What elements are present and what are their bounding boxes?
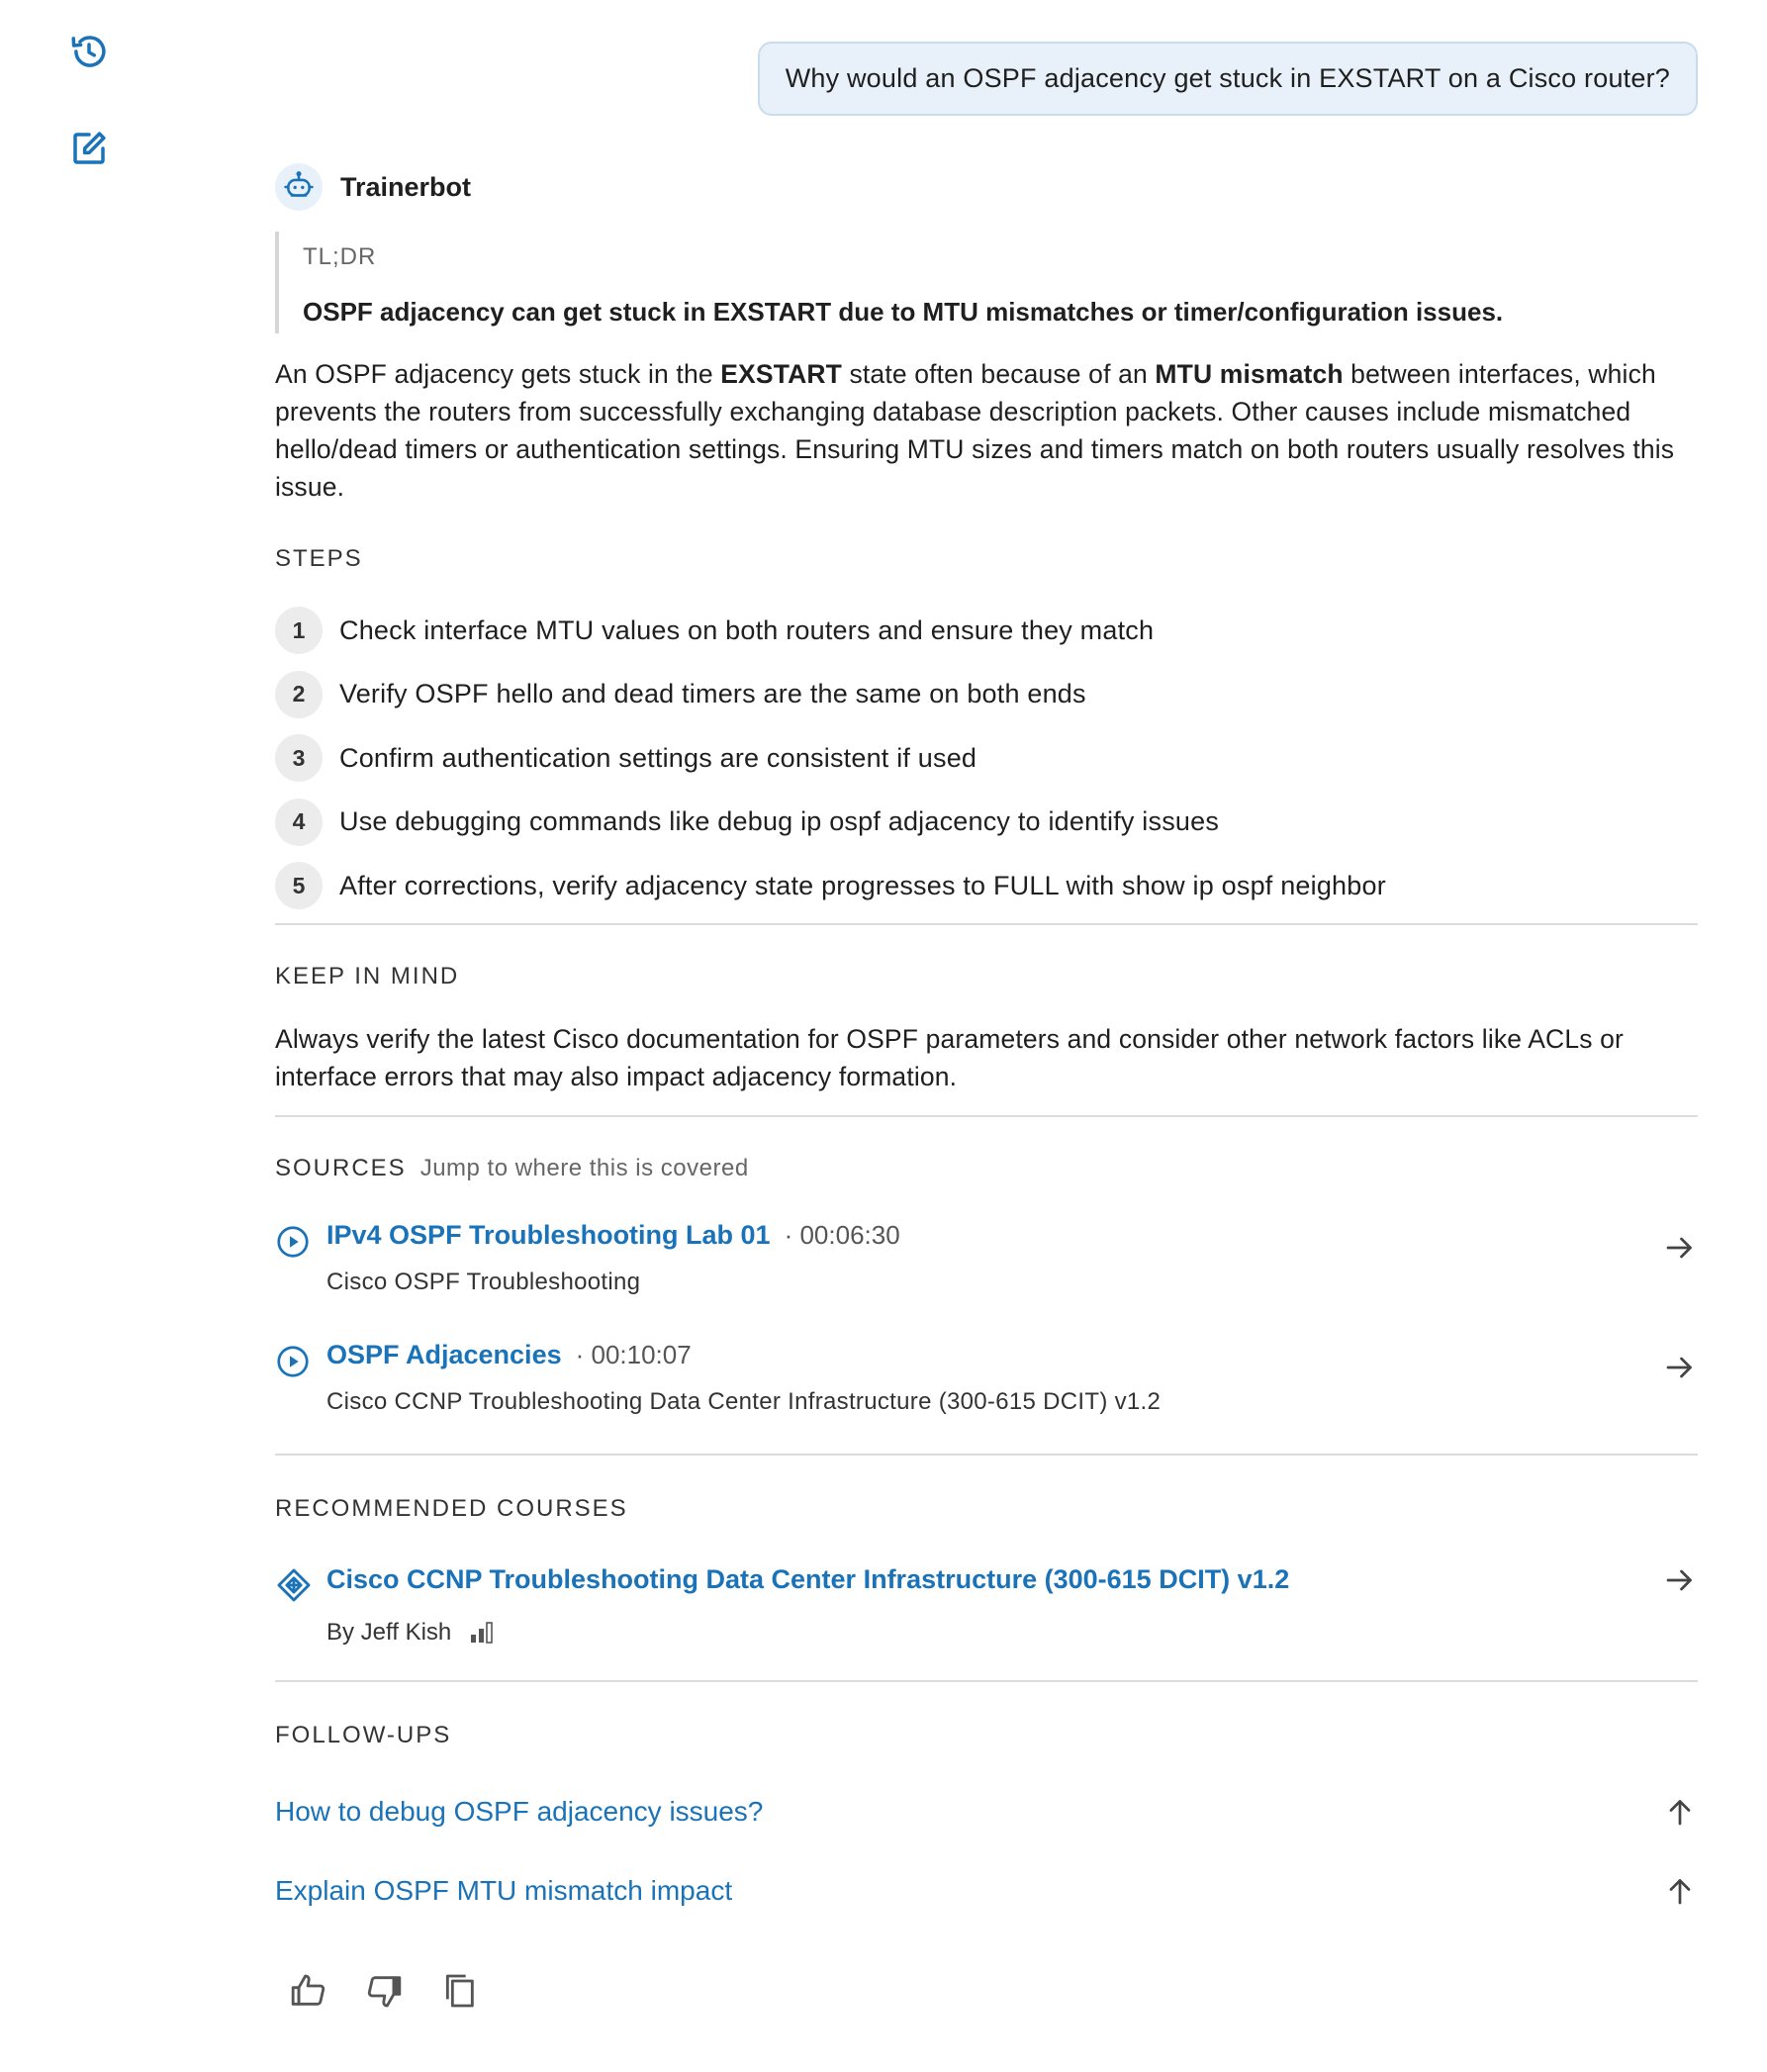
open-course-button[interactable]: [1662, 1562, 1698, 1598]
source-title-link[interactable]: OSPF Adjacencies: [326, 1340, 562, 1369]
steps-heading: STEPS: [275, 545, 363, 572]
feedback-bar: [275, 1971, 1698, 2015]
step-text: Check interface MTU values on both routers and ensure they match: [339, 614, 1155, 645]
keep-in-mind-heading: KEEP IN MIND: [275, 963, 460, 989]
recommended-course-link[interactable]: Cisco CCNP Troubleshooting Data Center Infrastructure (300-615 DCIT) v1.2: [326, 1564, 1290, 1594]
arrow-right-icon: [1662, 1350, 1698, 1385]
copy-button[interactable]: [439, 1971, 483, 2015]
step-text: Use debugging commands like debug ip ospf adjacency to identify issues: [339, 806, 1220, 836]
answer-text: between interfaces, which prevents the routers from successfully exchanging database description packets. Other causes include mismatched hello/dead timers or authentication settings. Ensuring MTU sizes and timers match on both routers usually resolves this issue.: [275, 359, 1675, 502]
thumbs-down-button[interactable]: [364, 1971, 408, 2015]
answer-paragraph: [275, 355, 1698, 506]
play-circle-icon: [275, 1344, 311, 1379]
thumbs-up-button[interactable]: [289, 1971, 332, 2015]
open-source-button[interactable]: [1662, 1350, 1698, 1385]
source-course: Cisco OSPF Troubleshooting: [326, 1269, 641, 1295]
recommended-course-item[interactable]: [275, 1564, 1698, 1647]
answer-bold: EXSTART: [720, 359, 842, 389]
recommended-courses-section: [275, 1456, 1698, 1680]
keep-in-mind-text: Always verify the latest Cisco documentation for OSPF parameters and consider other network factors like ACLs or interface errors that may also impact adjacency formation.: [275, 1024, 1624, 1091]
history-icon: [68, 31, 110, 72]
open-source-button[interactable]: [1662, 1230, 1698, 1266]
copy-icon: [439, 1971, 479, 2011]
step-item: [275, 799, 1698, 846]
bot-avatar: [275, 163, 323, 211]
thumbs-down-icon: [364, 1971, 404, 2011]
bot-response: [275, 160, 1698, 2015]
sources-section: [275, 1117, 1698, 1454]
step-number: 3: [275, 734, 323, 782]
course-author-line: [326, 1619, 1698, 1647]
user-message-bubble: Why would an OSPF adjacency get stuck in EXSTART on a Cisco router?: [758, 42, 1698, 116]
step-number: 1: [275, 607, 323, 654]
step-number: 2: [275, 671, 323, 718]
robot-icon: [282, 170, 316, 204]
source-item[interactable]: [275, 1340, 1698, 1416]
step-text: Confirm authentication settings are consistent if used: [339, 742, 977, 773]
followup-link[interactable]: Explain OSPF MTU mismatch impact: [275, 1875, 733, 1906]
edit-icon: [68, 128, 110, 169]
followup-item[interactable]: [275, 1789, 1698, 1835]
step-text: Verify OSPF hello and dead timers are the same on both ends: [339, 679, 1086, 708]
new-chat-button[interactable]: [63, 123, 115, 174]
tldr-text: OSPF adjacency can get stuck in EXSTART due to MTU mismatches or timer/configuration issues.: [303, 297, 1504, 327]
arrow-up-icon[interactable]: [1662, 1794, 1698, 1830]
bot-header: [275, 160, 1698, 214]
step-item: [275, 671, 1698, 718]
step-number: 5: [275, 862, 323, 909]
source-timestamp: · 00:06:30: [784, 1220, 900, 1250]
bot-name: Trainerbot: [340, 171, 472, 202]
recommended-heading: RECOMMENDED COURSES: [275, 1495, 628, 1522]
step-text: After corrections, verify adjacency state progresses to FULL with show ip ospf neighbor: [339, 870, 1386, 900]
left-rail: [63, 26, 115, 220]
tldr-block: [275, 232, 1698, 333]
followups-section: [275, 1682, 1698, 1914]
step-item: [275, 607, 1698, 654]
followups-heading: FOLLOW-UPS: [275, 1722, 452, 1748]
history-button[interactable]: [63, 26, 115, 77]
source-title-line: [326, 1220, 1698, 1251]
sources-heading: SOURCES: [275, 1155, 407, 1181]
step-item: [275, 862, 1698, 909]
source-course: Cisco CCNP Troubleshooting Data Center Infrastructure (300-615 DCIT) v1.2: [326, 1388, 1162, 1415]
course-author: By Jeff Kish: [326, 1619, 452, 1646]
answer-bold: MTU mismatch: [1155, 359, 1344, 389]
tldr-label: TL;DR: [303, 243, 377, 270]
arrow-up-icon[interactable]: [1662, 1873, 1698, 1909]
arrow-right-icon: [1662, 1562, 1698, 1598]
course-diamond-icon: [275, 1566, 313, 1604]
sources-subtitle: Jump to where this is covered: [419, 1155, 749, 1181]
source-item[interactable]: [275, 1220, 1698, 1296]
keep-in-mind-section: [275, 925, 1698, 1115]
source-timestamp: · 00:10:07: [575, 1340, 692, 1369]
thumbs-up-icon: [289, 1971, 328, 2011]
source-title-line: [326, 1340, 1698, 1370]
step-item: [275, 734, 1698, 782]
steps-list: [275, 607, 1698, 909]
source-title-link[interactable]: IPv4 OSPF Troubleshooting Lab 01: [326, 1220, 771, 1250]
skill-level-icon: [469, 1621, 497, 1645]
followup-link[interactable]: How to debug OSPF adjacency issues?: [275, 1796, 764, 1827]
answer-text: An OSPF adjacency gets stuck in the: [275, 359, 721, 389]
arrow-right-icon: [1662, 1230, 1698, 1266]
followup-item[interactable]: [275, 1868, 1698, 1914]
answer-text: state often because of an: [842, 359, 1156, 389]
play-circle-icon: [275, 1224, 311, 1260]
step-number: 4: [275, 799, 323, 846]
sources-header: [275, 1155, 1698, 1182]
